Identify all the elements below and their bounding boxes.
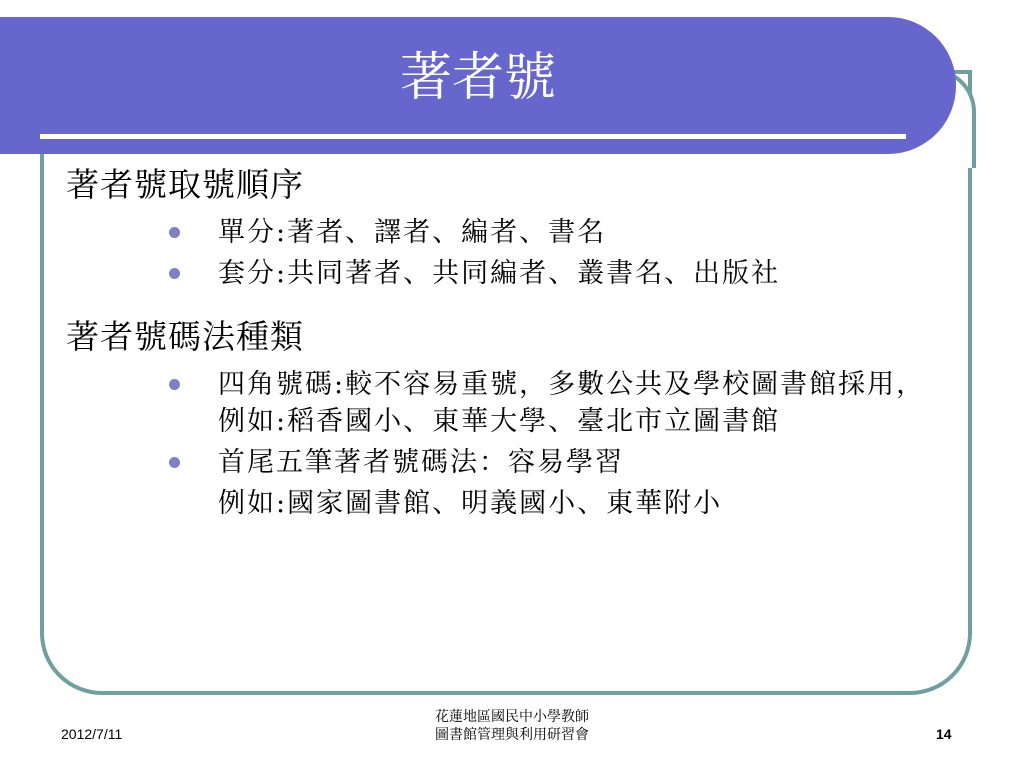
title-underline <box>40 134 906 139</box>
list-item <box>66 366 956 440</box>
page-number: 14 <box>936 726 952 742</box>
list-item-text: 首尾五筆著者號碼法：容易學習 <box>218 447 624 478</box>
list-item <box>66 255 956 292</box>
list-item <box>66 444 956 481</box>
section-heading-types: 著者號碼法種類 <box>66 317 304 356</box>
list-item-text: 四角號碼:較不容易重號，多數公共及學校圖書館採用， 例如:稻香國小、東華大學、臺北市立圖書館 <box>218 369 926 437</box>
list-item <box>66 214 956 251</box>
bullet-icon <box>169 457 180 468</box>
slide-title: 著者號 <box>399 48 556 108</box>
footer-center-line1: 花蓮地區國民中小學教師 <box>435 709 589 725</box>
footer-date: 2012/7/11 <box>61 726 123 742</box>
slide-content <box>66 162 956 522</box>
list-item-text: 套分:共同著者、共同編者、叢書名、出版社 <box>218 258 781 289</box>
footer-center-text <box>412 708 612 744</box>
bullet-list-types <box>66 366 956 481</box>
list-item-text: 單分:著者、譯者、編者、書名 <box>218 217 607 248</box>
bullet-icon <box>169 379 180 390</box>
bullet-icon <box>169 227 180 238</box>
bullet-icon <box>169 268 180 279</box>
footer-center-line2: 圖書館管理與利用研習會 <box>435 727 589 743</box>
section-heading-order: 著者號取號順序 <box>66 165 304 204</box>
bullet-list-order <box>66 214 956 292</box>
list-item-continuation: 例如:國家圖書館、明義國小、東華附小 <box>218 488 723 519</box>
